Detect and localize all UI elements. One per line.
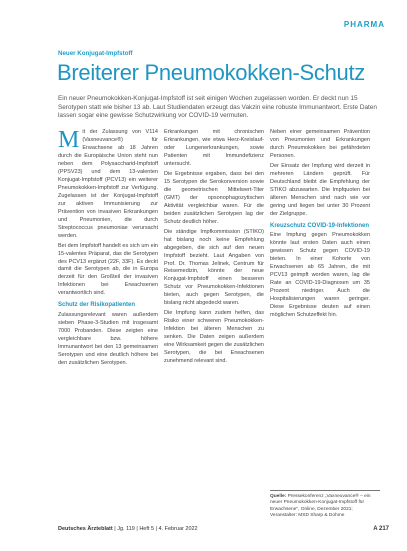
article-column-1 — [58, 129, 158, 475]
source-label: Quelle: — [270, 494, 287, 499]
source-note — [270, 490, 380, 520]
article-column-3 — [270, 129, 370, 437]
paragraph: Die Ergebnisse ergaben, dass bei den 15 Serotypen die Serokonversion sowie die geometrischen Mittelwert-Titer (GMT) der opsonophagozytischen Aktivität vergleichbar waren. Für die beiden zusätzlichen Serotypen lag der Schutz deutlich höher. — [164, 170, 264, 225]
paragraph: Neben einer gemeinsamen Prävention von Pneumonien und Erkrankungen durch Pneumokokken bei gefährdeten Personen. — [270, 129, 370, 159]
paragraph: Die ständige Impfkommission (STIKO) hat bislang noch keine Empfehlung abgegeben, die sich auf den neuen Impfstoff bezieht. Laut Angaben von Prof. Dr. Thomas Jelinek, Centrum für Reisemedizin, könnte der neue Konjugat-Impfstoff einen besseren Schutz vor Pneumokokken-Infektionen bieten, auch gegen Serotypen, die bislang nicht abgedeckt waren. — [164, 228, 264, 307]
paragraph: Bei dem Impfstoff handelt es sich um ein 15-valentes Präparat, das die Serotypen des PCV13 ergänzt (22F, 33F). Es deckt damit die Serotypen ab, die in Europa derzeit für den Großteil der invasiven Infektionen bei Erwachsenen verantwortlich sind. — [58, 242, 158, 297]
page-number: A 217 — [373, 526, 389, 532]
footer-journal — [58, 526, 198, 532]
subheading: Kreuzschutz COVID-19-Infektionen — [270, 222, 370, 229]
article-column-2 — [164, 129, 264, 469]
paragraph: Zulassungsrelevant waren außerdem sieben Phase-3-Studien mit insgesamt 7000 Probanden. Diese zeigten eine vergleichbare bzw. höhere Immunantwort bei den 13 gemeinsamen Serotypen und eine deutlich höhere bei den zusätzlichen Serotypen. — [58, 312, 158, 366]
article-kicker: Neuer Konjugat-Impfstoff — [58, 50, 133, 57]
journal-issue: | Jg. 119 | Heft 5 | 4. Februar 2022 — [114, 526, 198, 532]
journal-name: Deutsches Ärzteblatt — [58, 526, 113, 532]
article-lead: Ein neuer Pneumokokken-Konjugat-Impfstoff ist seit einigen Wochen zugelassen worden. Er deckt nun 15 Serotypen statt wie bisher 13 ab. Laut Studiendaten erzeugt das Vakzin eine robuste Immunantwort. Erste Daten lassen sogar eine gewisse Schutzwirkung vor COVID-19 vermuten. — [58, 95, 377, 120]
subheading: Schutz der Risikopatienten — [58, 302, 136, 309]
paragraph: Die Impfung kann zudem helfen, das Risiko einer schweren Pneumokokken-Infektion bei älteren Menschen zu senken. Die Daten zeigen außerdem eine Wirksamkeit gegen die zusätzlichen Serotypen, die bei Erwachsenen zunehmend relevant sind. — [164, 310, 264, 365]
paragraph: Erkrankungen mit chronischen Erkrankungen, wie etwa Herz-Kreislauf- oder Lungenerkrankungen, sowie Patienten mit Immundefizienz untersucht. — [164, 129, 264, 167]
source-text: Pressekonferenz „Vaxneuvance® – ein neuer Pneumokokken-Konjugat-Impfstoff für Erwachsene", Online, Dezember 2021; Veranstalter: MSD Sharp & Dohme — [270, 494, 371, 519]
article-title: Breiterer Pneumokokken-Schutz — [57, 60, 366, 85]
drop-cap: M — [58, 129, 80, 153]
section-tag: PHARMA — [343, 20, 385, 29]
paragraph: it der Zulassung von V114 (Vaxneuvance®) für Erwachsene ab 18 Jahren durch die Europäische Union steht nun neben dem Polysaccharid-Impfstoff (PPSV23) und dem 13-valenten Konjugat-Impfstoff (PCV13) ein weiterer Pneumokokken-Impfstoff zur Verfügung. Zugelassen ist der Konjugat-Impfstoff zur aktiven Immunisierung zur Prävention von invasiven Erkrankungen und Pneumonien, die durch Streptococcus pneumoniae verursacht werden. — [58, 129, 158, 239]
paragraph: Eine Impfung gegen Pneumokokken könnte laut ersten Daten auch einen gewissen Schutz gegen COVID-19 bieten. In einer Kohorte von Erwachsenen ab 65 Jahren, die mit PCV13 geimpft worden waren, lag die Rate an COVID-19-Diagnosen um 35 Prozent niedriger. Auch die Hospitalisierungen waren geringer. Diese Ergebnisse deuten auf einen möglichen Schutzeffekt hin. — [270, 232, 370, 319]
paragraph: Der Einsatz der Impfung wird derzeit in mehreren Ländern geprüft. Für Deutschland bleibt die Empfehlung der STIKO abzuwarten. Die Impfquoten bei älteren Menschen sind nach wie vor gering und liegen bei unter 30 Prozent der Zielgruppe. — [270, 162, 370, 217]
